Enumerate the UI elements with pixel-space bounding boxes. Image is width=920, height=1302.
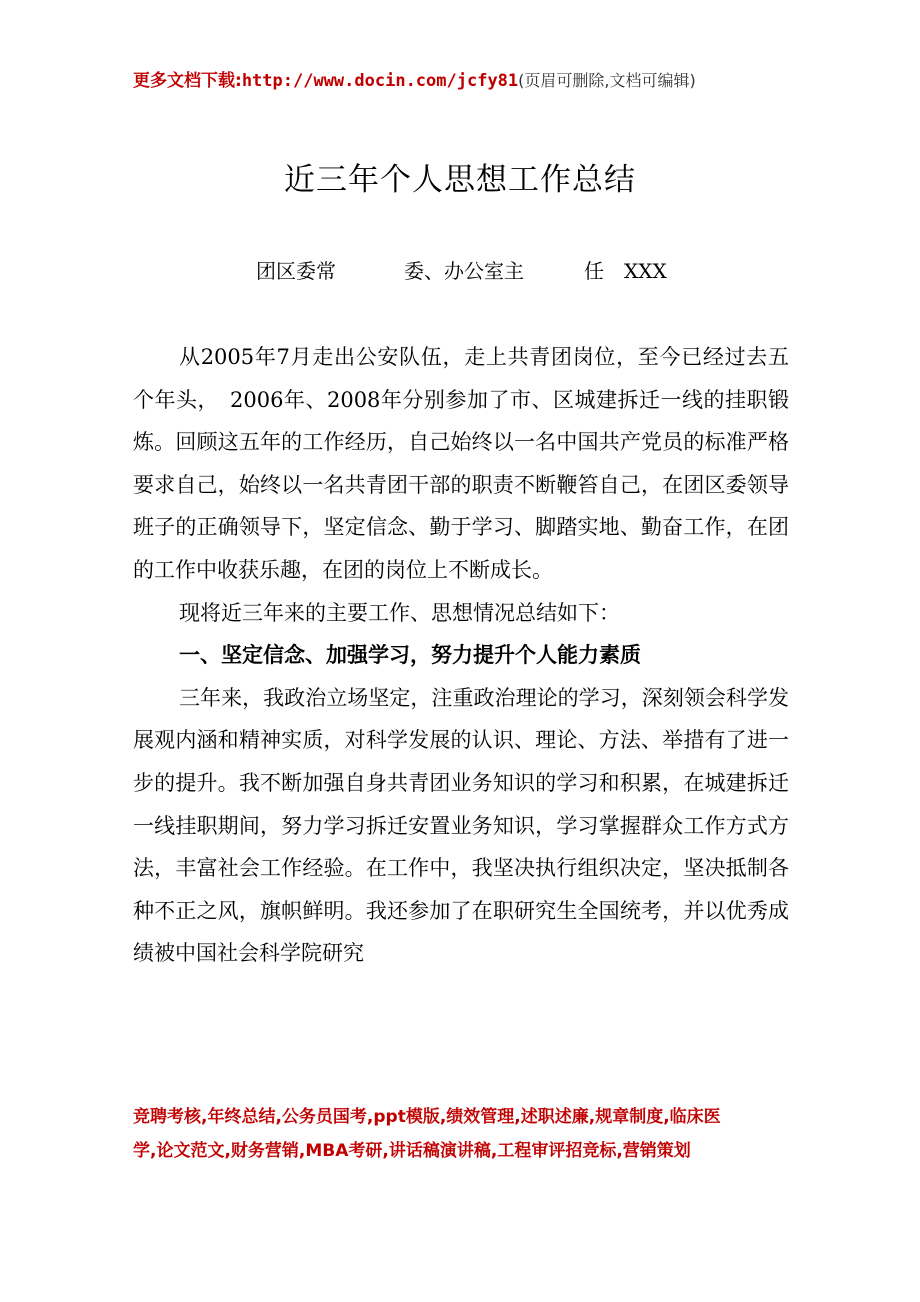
footer-links-line-1[interactable]: 竞聘考核,年终总结,公务员国考,ppt模版,绩效管理,述职述廉,规章制度,临床医 — [133, 1107, 721, 1127]
paragraph-intro: 从2005年7月走出公安队伍，走上共青团岗位，至今已经过去五个年头， 2006年、2008年分别参加了市、区城建拆迁一线的挂职锻炼。回顾这五年的工作经历，自己始终以一名中国共产党员的标准严格要求自己，始终以一名共青团干部的职责不断鞭笞自己，在团区委领导班子的正确领导下，坚定信念、勤于学习、脚踏实地、勤奋工作，在团的工作中收获乐趣，在团的岗位上不断成长。 — [133, 345, 789, 582]
page-footer — [133, 1100, 793, 1168]
document-body — [133, 336, 789, 975]
header-download-label: 更多文档下载: — [133, 71, 242, 91]
author-part-3: 任 XXX — [584, 259, 667, 283]
header-download-link[interactable]: http://www.docin.com/jcfy81 — [241, 71, 519, 91]
page-header — [133, 68, 813, 94]
footer-links-line-2[interactable]: 学,论文范文,财务营销,MBA考研,讲话稿演讲稿,工程审评招竞标,营销策划 — [133, 1141, 691, 1161]
author-part-2: 委、办公室主 — [404, 259, 524, 283]
section-heading-1: 一、坚定信念、加强学习，努力提升个人能力素质 — [179, 643, 641, 668]
document-title: 近三年个人思想工作总结 — [284, 162, 636, 198]
header-note: (页眉可删除,文档可编辑) — [518, 71, 696, 90]
author-part-1: 团区委常 — [256, 259, 336, 283]
paragraph-section-1: 三年来，我政治立场坚定，注重政治理论的学习，深刻领会科学发展观内涵和精神实质，对科学发展的认识、理论、方法、举措有了进一步的提升。我不断加强自身共青团业务知识的学习和积累，在城建拆迁一线挂职期间，努力学习拆迁安置业务知识，学习掌握群众工作方式方法，丰富社会工作经验。在工作中，我坚决执行组织决定，坚决抵制各种不正之风，旗帜鲜明。我还参加了在职研究生全国统考，并以优秀成绩被中国社会科学院研究 — [133, 685, 789, 966]
author-line — [256, 256, 667, 286]
paragraph-summary-lead: 现将近三年来的主要工作、思想情况总结如下： — [179, 600, 620, 625]
